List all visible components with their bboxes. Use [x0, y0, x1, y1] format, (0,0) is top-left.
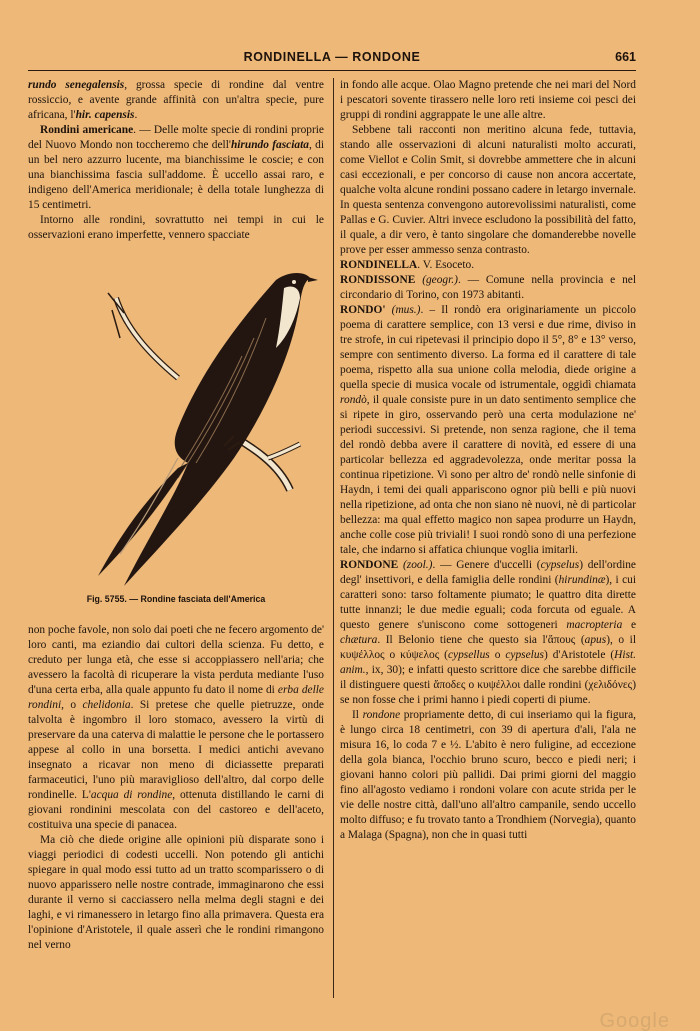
species-name: hir. capensis [75, 109, 135, 121]
paragraph-text: , di un bel nero azzurro lucente, ma bianchissime le coscie; e con una bianchissima fascia sull'addome. È uccello assai raro, e indigeno dell'America meridionale; è della totale lunghezza di 15 centimetri. [28, 139, 324, 211]
paragraph-text: , ottenuta distillando le carni di giovani rondinini mescolata con del castoreo e dell'aceto, costituiva una specie di panacea. [28, 789, 325, 831]
term: erba delle rondini [28, 684, 324, 711]
species-name: hirundo fasciata [230, 139, 309, 151]
entry-text: ), o il κυψέλλος o κύψελος ( [340, 634, 636, 661]
paragraph-text: Intorno alle rondini, sovrattutto nei tempi in cui le osservazioni erano imperfette, vennero spacciate [28, 214, 324, 241]
paragraph: in fondo alle acque. Olao Magno pretende che nei mari del Nord i pescatori sovente tirassero nelle loro reti insieme coi pesci dei gruppi di rondini aggrappate le une alle altre. [340, 79, 636, 121]
term: apus [584, 634, 607, 646]
section-heading: Rondini americane [40, 124, 134, 136]
paragraph [28, 78, 324, 123]
entry-text: . Il Belonio tiene che questo sia l'ἄπους ( [377, 634, 585, 646]
entry-text: . — Genere d'uccelli ( [432, 559, 541, 571]
species-name: rundo senegalensis [28, 79, 125, 91]
entry-rondone [340, 558, 636, 708]
entry-text: . — Comune nella provincia e nel circondario di Torino, con 1973 abitanti. [340, 274, 636, 301]
paragraph [28, 213, 324, 243]
entry-category: (geogr.) [422, 274, 458, 286]
paragraph-text: , o [61, 699, 83, 711]
paragraph [340, 708, 636, 843]
left-column-bottom [28, 623, 324, 953]
entry-text: , ix, 30); e infatti questo scrittore dice che sarebbe difficile il distinguere questi ἄποδες o κυψέλλοι dalle rondini (χελιδόνες) se non fosse che i primi hanno i piedi coperti di piume. [340, 664, 636, 706]
paragraph [28, 623, 324, 833]
entry-headword: RONDO' [340, 304, 386, 316]
term: chætura [340, 634, 378, 646]
paragraph-text: . [134, 109, 138, 121]
paragraph-text: , grossa specie di rondine dal ventre rossiccio, e avente grande affinità con un'altra specie, pure africana, l' [28, 79, 324, 121]
watermark: Google [599, 1010, 670, 1031]
figure-swallow [28, 258, 324, 618]
entry-headword: RONDISSONE [340, 274, 416, 286]
entry-category: (zool.) [403, 559, 433, 571]
term: chelidonia [82, 699, 131, 711]
entry-headword: RONDINELLA [340, 259, 418, 271]
entry-rondinella [340, 258, 636, 273]
term: rondone [362, 709, 401, 721]
entry-text: . – Il rondò era originariamente un piccolo poema di carattere semplice, con 13 versi e due rime, diviso in tre strofe, in cui ripetevasi il principio dopo il 5°, 8° e 13° verso, sempre con sentimento diverso. La forma ed il carattere di tale poema, rispetto alla sua unione colla melodia, diede origine a quella specie di musica vocale od istrumentale, oggidì chiamata [340, 304, 636, 391]
header-title: RONDINELLA — RONDONE [243, 50, 421, 64]
term: rondò [340, 394, 367, 406]
entry-text: ) dell'ordine degl' insettivori, e della famiglia delle rondini ( [340, 559, 636, 586]
term: cypselus [540, 559, 580, 571]
paragraph-text: . Si pretese che quelle pietruzze, onde talvolta è ingombro il loro stomaco, avessero la virtù di preservare da una caterva di malattie le persone che le portassero appese al collo in una borsetta. I medici antichi avevano insegnato a ricavar non meno di diciassette preparati farmaceutici, l'uno più maraviglioso dell'altro, dal corpo delle rondinelle. L' [28, 699, 325, 801]
paragraph [28, 833, 324, 953]
entry-headword: RONDONE [340, 559, 399, 571]
entry-text: , il quale consiste pure in un dato sentimento semplice che si ripete in giro, osservando però una certa modulazione ne' periodi successivi. Si pretende, non senza ragione, che il tema del rondò debba avere il carattere di novità, ed essere di una particolar bellezza ed aggradevolezza, onde meritar possa la continua ripetizione. Vi sono per altro de' rondò nelle sinfonie di Haydn, i temi dei quali appariscono ognor più belli e più nuovi nella ripetizione, ad onta che non siano nè nuovi, nè di particolar bellezza: ma qual effetto magico non sapea produrre un Haydn, anche colle cose più triviali! I suoi rondò sono di una perfezione tale, che indarno si affatica chiunque voglia imitarli. [340, 394, 636, 556]
running-header [28, 48, 636, 71]
term: hirundinæ [558, 574, 606, 586]
entry-text: ) d'Aristotele ( [543, 649, 615, 661]
term: Hist. anim. [340, 649, 637, 676]
entry-rondissone [340, 273, 636, 303]
swallow-engraving-icon [28, 258, 324, 588]
left-column-top [28, 78, 324, 243]
paragraph-text: non poche favole, non solo dai poeti che ne fecero argomento de' loro canti, ma eziandio dai cultori della scienza. Fu detto, e creduto per lunga età, che esse si accoppiassero nell'aria; che avessero la facoltà di ricuperare la vista perduta mediante l'uso d'una certa erba, alla quale appunto fu dato il nome di [28, 624, 324, 696]
paragraph-text: Il [352, 709, 363, 721]
column-divider [333, 78, 334, 998]
figure-caption: Fig. 5755. — Rondine fasciata dell'America [86, 594, 266, 604]
entry-text: . V. Esoceto. [417, 259, 475, 271]
entry-rondo [340, 303, 636, 558]
term: cypsellus [447, 649, 490, 661]
entry-text: e [622, 619, 636, 631]
paragraph-text: . — Delle molte specie di rondini proprie del Nuovo Mondo non toccheremo che dell' [28, 124, 324, 151]
paragraph-text: propriamente detto, di cui inseriamo qui la figura, è lungo circa 18 centimetri, con 39 di apertura d'ali, l'ala ne misura 16, lo coda 7 e ½. L'abito è nero fuligine, ad eccezione della gola bianca, l'occhio bruno scuro, becco e piedi neri; i giovani hanno colori più pallidi. Dai primi giorni del maggio fino all'agosto vediamo i rondoni volare con acute strida per le vie delle nostre città, dall'uno all'altro campanile, sendo uccello molto diffuso; e fu trovato tanto a Trondhiem (Norvegia), quanto a Malaga (Spagna), non che in quasi tutti [340, 709, 636, 841]
term: cypselus [505, 649, 544, 661]
paragraph: Sebbene tali racconti non meritino alcuna fede, tuttavia, stando alle osservazioni di alcuni naturalisti molto accurati, come Viellot e Colin Smit, si dovrebbe ammettere che in alcuni casi eccezionali, e per concorso di cause non ancora accertate, qualche volta alcune rondini possano cadere in letargo invernale. In questa sentenza convengono autorevolissimi naturalisti, come Pallas e G. Cuvier. Altri invece escludono la possibilità del fatto, il quale, a dir vero, è tanto singolare che domanderebbe novelle prove per esser ammesso senza contrasto. [340, 124, 636, 256]
entry-text: ), i cui caratteri sono: tarso foltamente piumato; le quattro dita dirette tutte innanzi; le due medie eguali; coda forcuta od eguale. A questo genere s'uniscono come sottogeneri [340, 574, 636, 631]
entry-category: (mus.) [391, 304, 421, 316]
entry-text: o [489, 649, 506, 661]
page-number: 661 [615, 50, 636, 64]
paragraph-text: Ma ciò che diede origine alle opinioni più disparate sono i viaggi periodici di codesti uccelli. Non potendo gli antichi spiegare in qual modo essi tutto ad un tratto scomparissero o di nuovo apparissero nelle nostre contrade, immaginarono che essi durante il verno si cacciassero nella melma degli stagni e dei laghi, e vi rimanessero in letargo fino alla primavera. Questa era l'opinione d'Aristotele, il quale asserì che le rondini rimangono nel verno [28, 834, 324, 951]
paragraph [28, 123, 324, 213]
right-column [340, 78, 636, 843]
term: acqua di rondine [90, 789, 173, 801]
term: macropteria [566, 619, 623, 631]
